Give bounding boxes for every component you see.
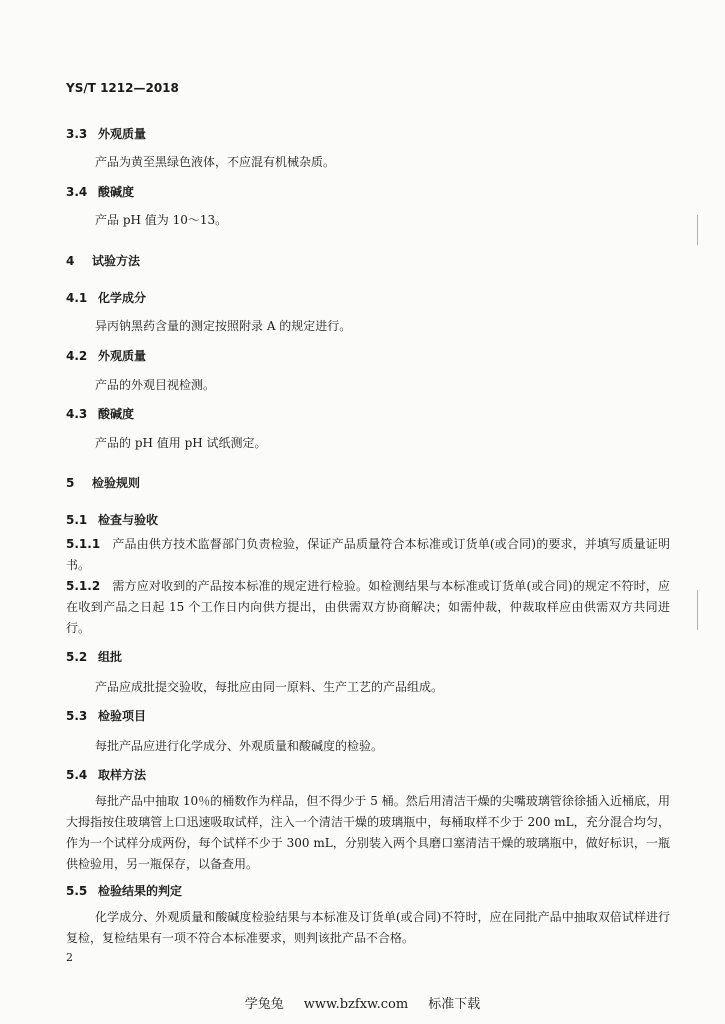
section-heading-5-5	[66, 882, 182, 899]
section-heading-3-4	[66, 183, 134, 200]
section-number: 5.3	[66, 709, 88, 723]
section-text-3-4: 产品 pH 值为 10～13。	[95, 213, 228, 227]
clause-5-1-1	[66, 534, 670, 576]
clause-number: 5.1.1	[66, 537, 101, 551]
section-text-5-5: 化学成分、外观质量和酸碱度检验结果与本标准及订货单(或合同)不符时，应在同批产品中抽取双倍试样进行复检，复检结果有一项不符合本标准要求，则判该批产品不合格。	[66, 910, 670, 945]
section-title: 检查与验收	[98, 513, 159, 527]
section-title: 酸碱度	[98, 407, 135, 421]
section-number: 5.5	[66, 884, 88, 898]
section-heading-5-4	[66, 766, 146, 783]
section-text-5-4: 每批产品中抽取 10％的桶数作为样品，但不得少于 5 桶。然后用清洁干燥的尖嘴玻璃管徐徐插入近桶底，用大拇指按住玻璃管上口迅速吸取试样，注入一个清洁干燥的玻璃瓶中，每桶取样不少于 200 mL，充分混合均匀，作为一个试样分成两份，每个试样不少于 300 mL，分别装入两个具磨口塞清洁干燥的玻璃瓶中，做好标识，一瓶供检验用，另一瓶保存，以备查用。	[66, 794, 670, 871]
section-title: 化学成分	[98, 291, 147, 305]
section-title: 检验项目	[98, 709, 147, 723]
section-text-4-2: 产品的外观目视检测。	[95, 378, 216, 392]
section-number: 4.2	[66, 349, 88, 363]
section-text-4-1: 异丙钠黑药含量的测定按照附录 A 的规定进行。	[95, 319, 352, 333]
section-number: 3.3	[66, 127, 88, 141]
section-title: 取样方法	[98, 768, 147, 782]
section-heading-4-2	[66, 347, 146, 364]
footer-site-name: 学兔兔	[244, 997, 284, 1012]
scan-artifact-line	[697, 215, 698, 245]
clause-5-1-2	[66, 576, 670, 639]
section-heading-4-1	[66, 289, 146, 306]
section-title: 试验方法	[92, 254, 141, 268]
section-title: 外观质量	[98, 127, 147, 141]
clause-number: 5.1.2	[66, 579, 101, 593]
section-title: 酸碱度	[98, 185, 135, 199]
scan-artifact-line	[697, 590, 698, 630]
section-text-3-3: 产品为黄至黑绿色液体，不应混有机械杂质。	[95, 155, 336, 169]
section-title: 检验结果的判定	[98, 884, 183, 898]
page-number: 2	[66, 951, 73, 964]
footer-tagline: 标准下载	[428, 997, 481, 1012]
section-title: 组批	[98, 650, 123, 664]
section-number: 4.1	[66, 291, 88, 305]
section-text-5-3: 每批产品应进行化学成分、外观质量和酸碱度的检验。	[95, 739, 384, 753]
section-heading-3-3	[66, 125, 146, 142]
section-heading-5-1	[66, 511, 158, 528]
clause-text: 需方应对收到的产品按本标准的规定进行检验。如检测结果与本标准或订货单(或合同)的规定不符时，应在收到产品之日起 15 个工作日内向供方提出，由供需双方协商解决；如需仲裁，仲裁取样应由供需双方共同进行。	[66, 579, 670, 635]
section-number: 5.1	[66, 513, 88, 527]
section-heading-4	[66, 252, 140, 269]
section-title: 外观质量	[98, 349, 147, 363]
document-code: YS/T 1212—2018	[66, 81, 179, 95]
section-heading-4-3	[66, 405, 134, 422]
clause-text: 产品由供方技术监督部门负责检验，保证产品质量符合本标准或订货单(或合同)的要求，并填写质量证明书。	[66, 537, 670, 572]
section-number: 5	[66, 476, 75, 490]
section-number: 4.3	[66, 407, 88, 421]
section-number: 5.4	[66, 768, 88, 782]
section-title: 检验规则	[92, 476, 141, 490]
section-number: 4	[66, 254, 75, 268]
section-heading-5-2	[66, 648, 122, 665]
footer-url[interactable]: www.bzfxw.com	[303, 997, 409, 1012]
section-number: 3.4	[66, 185, 88, 199]
section-text-4-3: 产品的 pH 值用 pH 试纸测定。	[95, 436, 267, 450]
section-number: 5.2	[66, 650, 88, 664]
section-heading-5-3	[66, 707, 146, 724]
section-text-5-2: 产品应成批提交验收，每批应由同一原料、生产工艺的产品组成。	[95, 680, 444, 694]
footer-banner	[0, 993, 725, 1012]
section-heading-5	[66, 474, 140, 491]
